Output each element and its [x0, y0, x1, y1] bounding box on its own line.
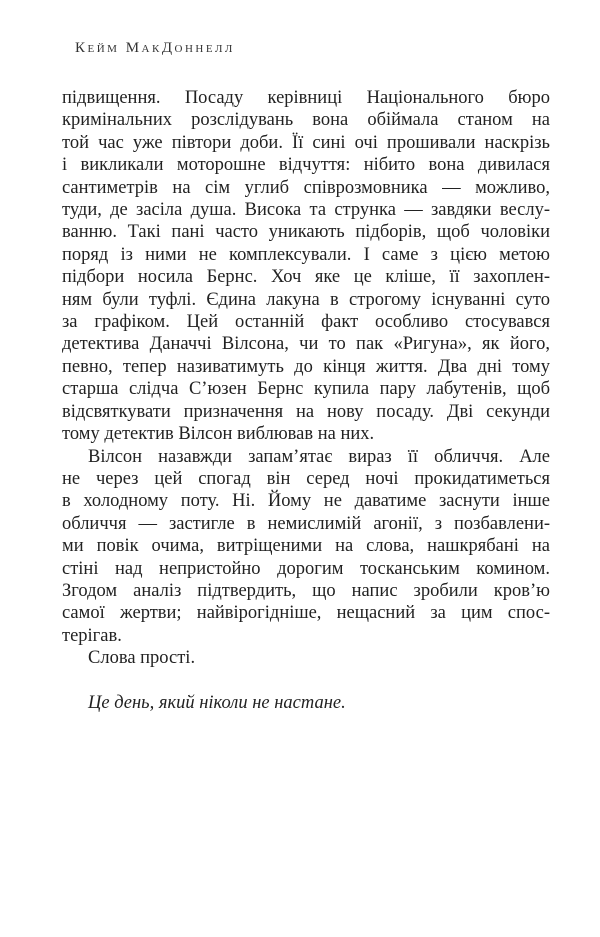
text-line: і викликали моторошне відчуття: нібито вона дивилася: [62, 155, 550, 176]
text-line: ням були туфлі. Єдина лакуна в строгому існуванні суто: [62, 289, 550, 310]
text-line: детектива Даначчі Вілсона, чи то пак «Ригуна», як його,: [62, 334, 550, 355]
text-line: старша слідча С’юзен Бернс купила пару лабутенів, щоб: [62, 379, 550, 400]
page-text: [62, 87, 550, 714]
text-line: тому детектив Вілсон виблював на них.: [62, 424, 375, 445]
text-line: сантиметрів на сім углиб співрозмовника — можливо,: [62, 177, 550, 198]
text-line: не через цей спогад він серед ночі прокидатиметься: [62, 468, 550, 489]
paragraph: [62, 692, 550, 714]
text-line: підвищення. Посаду керівниці Національного бюро: [62, 88, 550, 108]
text-line: Вілсон назавжди запам’ятає вираз її обличчя. Але: [88, 446, 550, 467]
text-line: кримінальних розслідувань вона обіймала станом на: [62, 110, 550, 131]
text-line: Слова прості.: [88, 648, 196, 669]
text-line: самої жертви; найвірогідніше, нещасний за цим спос-: [62, 603, 550, 624]
text-line: обличчя — застигле в немислимій агонії, з позбавлени-: [62, 513, 550, 534]
text-line: за графіком. Цей останній факт особливо стосувався: [62, 312, 550, 333]
text-line: ванню. Такі пані часто уникають підборів, щоб чоловіки: [62, 222, 550, 243]
text-line: в холодному поту. Ні. Йому не даватиме заснути інше: [62, 491, 550, 512]
text-line: ми повік очима, витріщеними на слова, нашкрябані на: [62, 536, 550, 557]
text-line: Згодом аналіз підтвердить, що напис зробили кров’ю: [62, 580, 550, 601]
text-line: поряд із ними не комплексували. І саме з цією метою: [62, 244, 550, 265]
paragraph: [62, 647, 550, 669]
running-header-author: Кейм МакДоннелл: [75, 40, 235, 56]
paragraph: [62, 446, 550, 648]
text-line: стіні над непристойно дорогим тосканським комином.: [62, 558, 550, 579]
text-line: той час уже півтори доби. Її сині очі прошивали наскрізь: [62, 132, 550, 153]
text-line: терігав.: [62, 625, 122, 646]
text-line: певно, тепер називатимуть до кінця життя. Два дні тому: [62, 356, 550, 377]
text-line: туди, де засіла душа. Висока та струнка — завдяки веслу-: [62, 200, 550, 221]
text-line: Це день, який ніколи не настане.: [88, 692, 346, 713]
text-line: відсвяткувати призначення на нову посаду. Дві секунди: [62, 401, 550, 422]
paragraph: [62, 87, 550, 446]
text-line: підбори носила Бернс. Хоч яке це кліше, її захоплен-: [62, 267, 550, 288]
